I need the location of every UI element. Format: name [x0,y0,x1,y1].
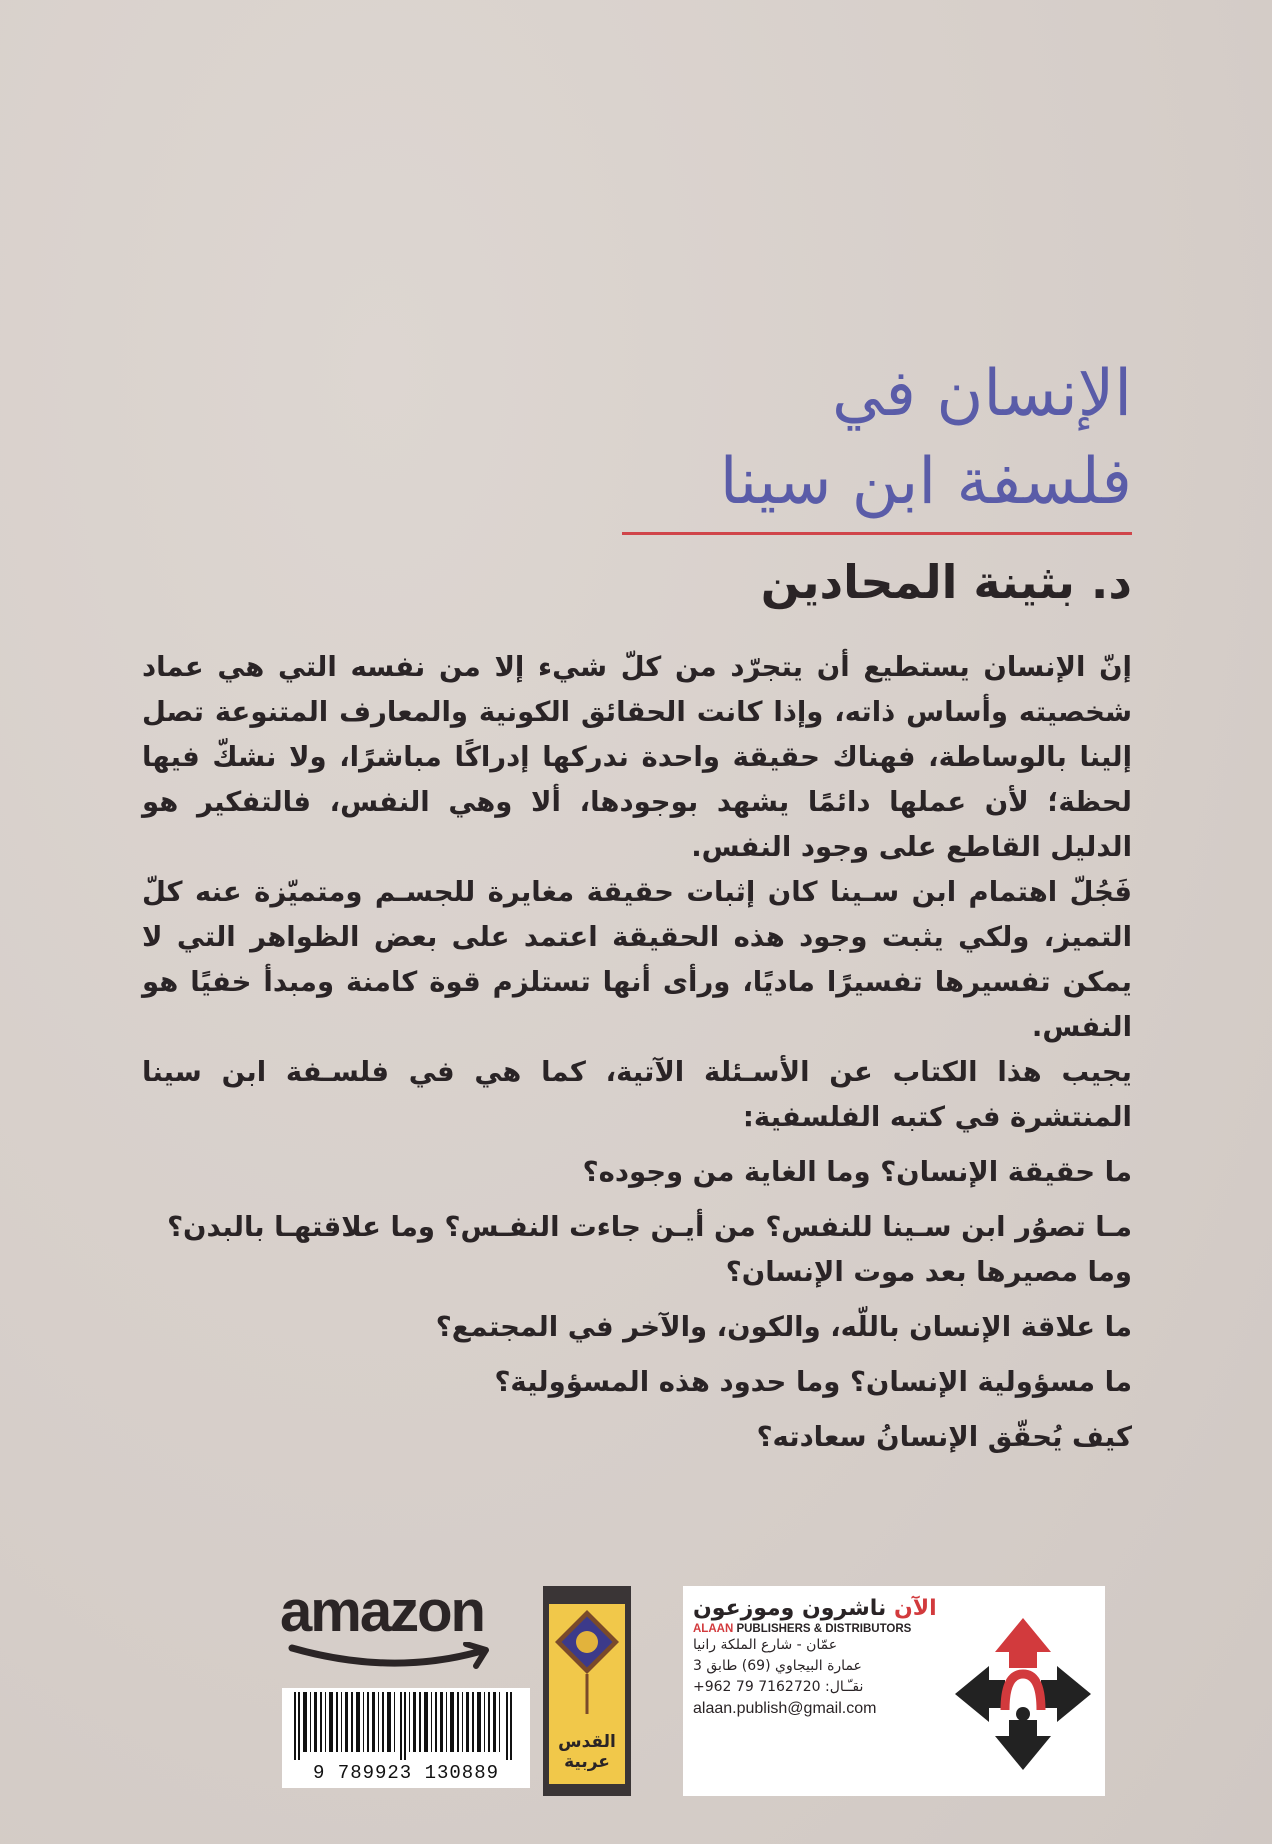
question-item: مـا تصوُر ابن سـينا للنفس؟ من أيـن جاءت النفـس؟ وما علاقتهـا بالبدن؟ وما مصيرها بعد موت الإنسان؟ [167,1211,1132,1288]
title-divider [622,532,1132,535]
imprint-label-line1: القدس [558,1732,616,1752]
publisher-phone: نقـّـال: 7162720 79 962+ [693,1679,864,1695]
publisher-name-ar [693,1596,955,1621]
publisher-name-rest: ناشرون وموزعون [693,1596,887,1621]
imprint-badge [549,1604,625,1784]
publisher-box [683,1586,1105,1796]
imprint-label [549,1732,625,1772]
barcode-bars-icon [282,1688,530,1760]
book-title [432,350,1132,526]
book-title-line2: فلسفة ابن سينا [719,445,1132,519]
isbn-barcode [282,1688,530,1788]
publisher-name-en-red: ALAAN [693,1623,734,1635]
amazon-wordmark: amazon [280,1579,484,1644]
blurb-paragraph: إنّ الإنسان يستطيع أن يتجرّد من كلّ شيء إلا من نفسه التي هي عماد شخصيته وأساس ذاته، وإذا كانت الحقائق الكونية والمعارف المتنوعة تصل إلينا بالوساطة، فهناك حقيقة واحدة ندركها إدراكًا مباشرًا، ولا نشكّ فيها لحظة؛ لأن عملها دائمًا يشهد بوجودها، ألا وهي النفس، فالتفكير هو الدليل القاطع على وجود النفس. [142,651,1132,863]
question-item: ما علاقة الإنسان باللّه، والكون، والآخر في المجتمع؟ [435,1311,1132,1343]
book-title-line1: الإنسان في [832,357,1132,431]
imprint-label-line2: عربية [564,1752,610,1772]
publisher-info [693,1596,955,1718]
author-name: د. بثينة المحادين [760,555,1132,609]
publisher-email: alaan.publish@gmail.com [693,1700,877,1717]
isbn-number: 9 789923 130889 [312,1762,500,1784]
publisher-address-line2: عمارة البيجاوي (69) طابق 3 [693,1658,862,1674]
amazon-logo [280,1579,540,1662]
publisher-name-red: الآن [893,1596,937,1621]
back-cover-blurb [142,645,1132,1460]
publisher-name-en [693,1623,955,1635]
blurb-paragraph: يجيب هذا الكتاب عن الأسـئلة الآتية، كما هي في فلسـفة ابن سينا المنتشرة في كتبه الفلسفية: [142,1056,1132,1133]
imprint-logo [543,1586,631,1796]
amazon-smile-icon [280,1642,510,1672]
dome-emblem-icon [549,1604,625,1724]
publisher-address-line1: عمّان - شارع الملكة رانيا [693,1637,838,1653]
blurb-paragraph: فَجُلّ اهتمام ابن سـينا كان إثبات حقيقة مغايرة للجسـم ومتميّزة عنه كلّ التميز، ولكي يثبت وجود هذه الحقيقة اعتمد على بعض الظواهر التي لا يمكن تفسيرها تفسيرًا ماديًا، ورأى أنها تستلزم قوة كامنة ومبدأ خفيًا هو النفس. [142,876,1132,1043]
publisher-arrows-icon [953,1614,1093,1774]
question-item: ما حقيقة الإنسان؟ وما الغاية من وجوده؟ [582,1156,1132,1188]
publisher-name-en-rest: PUBLISHERS & DISTRIBUTORS [736,1623,912,1635]
question-item: كيف يُحقّق الإنسانُ سعادته؟ [756,1421,1132,1453]
question-item: ما مسؤولية الإنسان؟ وما حدود هذه المسؤولية؟ [494,1366,1132,1398]
